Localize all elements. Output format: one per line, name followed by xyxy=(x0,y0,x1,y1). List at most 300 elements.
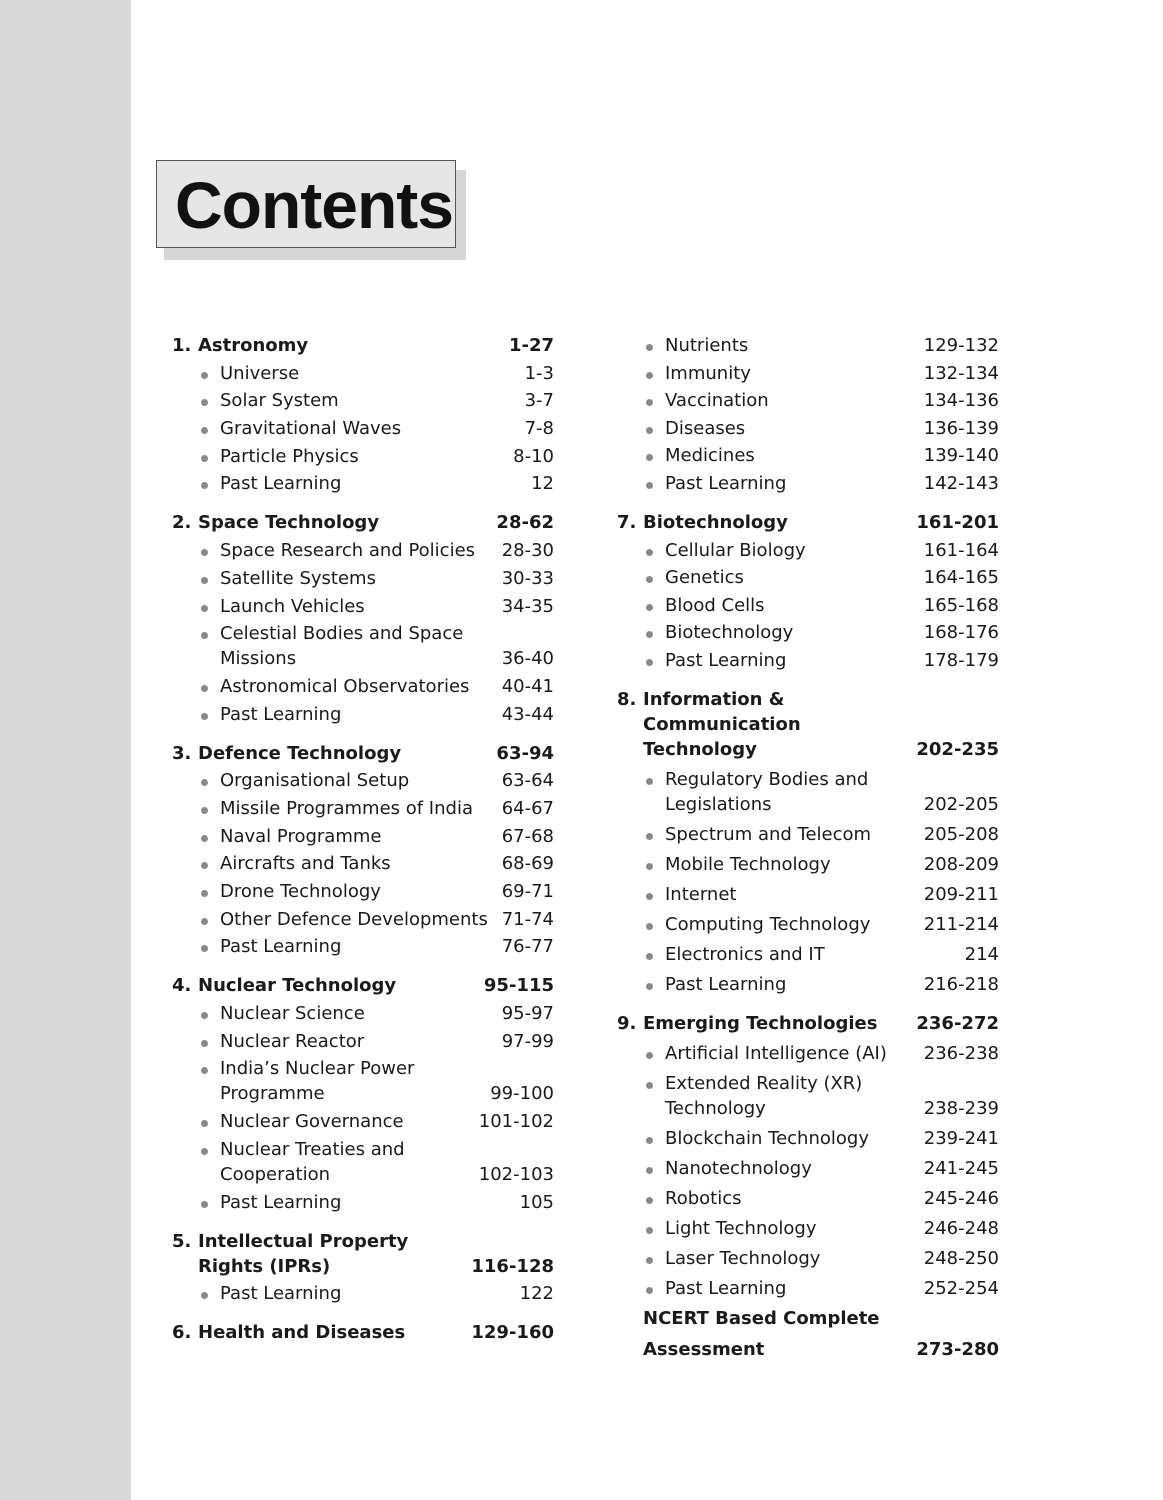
topic-title xyxy=(220,444,513,469)
topic-title-line: Blockchain Technology xyxy=(665,1127,869,1149)
bullet-icon xyxy=(198,416,220,441)
toc-topic-entry[interactable] xyxy=(617,1276,999,1301)
toc-topic-entry[interactable] xyxy=(617,822,999,847)
bullet-icon xyxy=(643,912,665,937)
topic-pages: 102-103 xyxy=(478,1163,554,1185)
topic-title xyxy=(220,594,502,619)
bullet-icon xyxy=(198,1109,220,1134)
topic-pages: 248-250 xyxy=(923,1247,999,1269)
bullet-icon xyxy=(198,538,220,563)
bullet-icon xyxy=(643,852,665,877)
topic-title xyxy=(665,1041,924,1066)
topic-pages: 239-241 xyxy=(923,1127,999,1149)
bullet-icon xyxy=(643,471,665,496)
topic-title-line: Universe xyxy=(220,362,300,384)
topic-pages: 252-254 xyxy=(923,1277,999,1299)
chapter-number: 1. xyxy=(172,335,192,356)
topic-pages: 97-99 xyxy=(501,1030,554,1052)
chapter-number: 5. xyxy=(172,1230,192,1252)
topic-title xyxy=(665,416,924,441)
chapter-number: 4. xyxy=(172,975,192,997)
topic-title xyxy=(220,1137,479,1187)
toc-topic-entry[interactable] xyxy=(617,593,999,618)
toc-topic-entry[interactable] xyxy=(172,538,554,563)
topic-title-line: Electronics and IT xyxy=(665,943,825,965)
topic-title xyxy=(220,702,502,727)
chapter-pages: 161-201 xyxy=(916,511,999,533)
topic-title-line: Blood Cells xyxy=(665,594,765,616)
chapter-title-line: Technology xyxy=(643,738,757,760)
toc-topic-entry[interactable] xyxy=(617,648,999,673)
topic-pages: 168-176 xyxy=(923,622,999,644)
topic-title-line: Artificial Intelligence (AI) xyxy=(665,1042,887,1064)
assessment-title xyxy=(643,1303,916,1365)
toc-topic-entry[interactable] xyxy=(172,674,554,699)
chapter-pages: 202-235 xyxy=(916,738,999,760)
assessment-title-line: NCERT Based Complete xyxy=(643,1307,880,1329)
topic-title-line: Cellular Biology xyxy=(665,539,806,561)
topic-title xyxy=(220,388,525,413)
toc-topic-entry[interactable] xyxy=(172,444,554,469)
bullet-icon xyxy=(198,1029,220,1054)
topic-title xyxy=(665,1071,924,1121)
bullet-icon xyxy=(643,1041,665,1066)
topic-pages: 105 xyxy=(519,1191,554,1213)
topic-title-line: Gravitational Waves xyxy=(220,418,402,440)
topic-title-line: Past Learning xyxy=(665,973,787,995)
chapter-title xyxy=(643,510,916,535)
toc-topic-entry[interactable] xyxy=(617,1246,999,1271)
toc-topic-entry[interactable] xyxy=(617,912,999,937)
chapter-pages: 116-128 xyxy=(471,1255,554,1277)
toc-assessment-entry[interactable] xyxy=(617,1303,999,1365)
bullet-icon xyxy=(198,768,220,793)
toc-topic-entry[interactable] xyxy=(617,333,999,358)
chapter-number: 2. xyxy=(172,512,192,534)
topic-title xyxy=(665,593,924,618)
topic-title xyxy=(220,361,525,386)
topic-title-line: Past Learning xyxy=(220,1283,342,1305)
bullet-icon xyxy=(198,674,220,699)
chapter-number: 6. xyxy=(172,1322,192,1344)
contents-left-column xyxy=(172,333,554,1345)
chapter-number: 8. xyxy=(617,688,637,710)
topic-title-line: Medicines xyxy=(665,445,755,467)
toc-topic-entry[interactable] xyxy=(617,361,999,386)
topic-title xyxy=(665,565,924,590)
toc-topic-entry[interactable] xyxy=(617,852,999,877)
bullet-icon xyxy=(643,1071,665,1121)
topic-pages: 216-218 xyxy=(923,973,999,995)
chapter-title-line: Health and Diseases xyxy=(198,1322,406,1344)
toc-topic-entry[interactable] xyxy=(617,1041,999,1066)
toc-topic-entry[interactable] xyxy=(617,942,999,967)
topic-title-line: Genetics xyxy=(665,567,744,589)
topic-title-line: Cooperation xyxy=(220,1163,331,1185)
topic-pages: 71-74 xyxy=(501,908,554,930)
toc-topic-entry[interactable] xyxy=(172,1109,554,1134)
topic-title xyxy=(220,907,502,932)
bullet-icon xyxy=(643,648,665,673)
topic-pages: 161-164 xyxy=(923,539,999,561)
topic-title xyxy=(665,882,924,907)
toc-topic-entry[interactable] xyxy=(172,566,554,591)
topic-title-line: Spectrum and Telecom xyxy=(665,823,872,845)
bullet-icon xyxy=(198,1281,220,1306)
topic-pages: 64-67 xyxy=(501,797,554,819)
toc-topic-entry[interactable] xyxy=(172,1137,554,1187)
chapter-pages: 28-62 xyxy=(496,512,554,534)
toc-chapter-entry[interactable] xyxy=(617,510,999,535)
toc-topic-entry[interactable] xyxy=(617,1126,999,1151)
chapter-number: 9. xyxy=(617,1012,637,1034)
toc-chapter-section xyxy=(172,1229,554,1307)
topic-title-line: Past Learning xyxy=(665,1277,787,1299)
topic-title-line: Nuclear Governance xyxy=(220,1111,404,1133)
topic-pages: 76-77 xyxy=(501,936,554,958)
topic-title-line: Robotics xyxy=(665,1187,742,1209)
topic-title-line: Immunity xyxy=(665,362,751,384)
bullet-icon xyxy=(198,1001,220,1026)
chapter-title-line: Emerging Technologies xyxy=(643,1012,878,1034)
bullet-icon xyxy=(643,1186,665,1211)
topic-title-line: Other Defence Developments xyxy=(220,908,488,930)
bullet-icon xyxy=(643,538,665,563)
topic-title xyxy=(665,852,924,877)
topic-pages: 178-179 xyxy=(923,649,999,671)
chapter-title-line: Space Technology xyxy=(198,512,380,534)
topic-pages: 211-214 xyxy=(923,913,999,935)
topic-title xyxy=(220,768,502,793)
toc-topic-entry[interactable] xyxy=(617,538,999,563)
topic-title-line: Vaccination xyxy=(665,390,769,412)
topic-pages: 34-35 xyxy=(501,595,554,617)
toc-topic-entry[interactable] xyxy=(617,565,999,590)
topic-pages: 245-246 xyxy=(923,1187,999,1209)
topic-title-line: Missions xyxy=(220,648,297,670)
toc-topic-entry[interactable] xyxy=(172,702,554,727)
topic-title xyxy=(220,1109,479,1134)
toc-topic-entry[interactable] xyxy=(172,768,554,793)
toc-chapter-entry[interactable] xyxy=(172,333,554,358)
toc-topic-entry[interactable] xyxy=(172,824,554,849)
topic-title xyxy=(665,443,924,468)
topic-pages: 95-97 xyxy=(501,1003,554,1025)
toc-chapter-section xyxy=(172,1320,554,1345)
title-block xyxy=(156,160,466,260)
topic-pages: 214 xyxy=(964,943,999,965)
chapter-number: 7. xyxy=(617,511,637,533)
topic-pages: 3-7 xyxy=(524,390,554,412)
bullet-icon xyxy=(198,566,220,591)
topic-title xyxy=(220,796,502,821)
topic-pages: 101-102 xyxy=(478,1111,554,1133)
chapter-title-line: Intellectual Property xyxy=(198,1230,409,1252)
chapter-pages: 129-160 xyxy=(471,1322,554,1344)
topic-pages: 129-132 xyxy=(923,335,999,356)
bullet-icon xyxy=(643,1276,665,1301)
assessment-pages: 273-280 xyxy=(916,1338,999,1360)
topic-title xyxy=(665,1126,924,1151)
toc-topic-entry[interactable] xyxy=(172,621,554,671)
toc-topic-entry[interactable] xyxy=(617,416,999,441)
side-strip xyxy=(0,0,131,1500)
chapter-title-line: Defence Technology xyxy=(198,742,402,764)
topic-title xyxy=(220,1029,502,1054)
bullet-icon xyxy=(643,593,665,618)
topic-title-line: Nutrients xyxy=(665,335,749,356)
toc-topic-entry[interactable] xyxy=(172,796,554,821)
topic-title xyxy=(220,674,502,699)
topic-title-line: Diseases xyxy=(665,417,746,439)
bullet-icon xyxy=(643,882,665,907)
chapter-pages: 236-272 xyxy=(916,1012,999,1034)
topic-pages: 69-71 xyxy=(501,881,554,902)
toc-chapter-section xyxy=(617,510,999,673)
topic-title-line: Extended Reality (XR) xyxy=(665,1072,863,1094)
toc-topic-entry[interactable] xyxy=(617,1156,999,1181)
toc-chapter-entry[interactable] xyxy=(172,973,554,998)
topic-pages: 165-168 xyxy=(923,594,999,616)
topic-pages: 1-3 xyxy=(524,362,554,384)
topic-title xyxy=(220,851,502,876)
toc-topic-entry[interactable] xyxy=(172,361,554,386)
topic-pages: 238-239 xyxy=(923,1097,999,1119)
topic-title xyxy=(220,416,525,441)
topic-title xyxy=(665,912,924,937)
bullet-icon xyxy=(198,1190,220,1215)
toc-topic-entry[interactable] xyxy=(617,1071,999,1121)
toc-topic-entry[interactable] xyxy=(172,1029,554,1054)
toc-topic-entry[interactable] xyxy=(617,1186,999,1211)
toc-topic-entry[interactable] xyxy=(172,1281,554,1306)
bullet-icon xyxy=(198,824,220,849)
topic-title-line: Nuclear Reactor xyxy=(220,1030,365,1052)
topic-title-line: Nuclear Science xyxy=(220,1003,365,1025)
toc-continued-topics xyxy=(617,333,999,496)
topic-title xyxy=(220,538,502,563)
bullet-icon xyxy=(643,361,665,386)
topic-pages: 246-248 xyxy=(923,1217,999,1239)
topic-title-line: Legislations xyxy=(665,793,772,815)
bullet-icon xyxy=(198,444,220,469)
topic-title xyxy=(665,388,924,413)
topic-title xyxy=(220,621,502,671)
bullet-icon xyxy=(198,621,220,671)
topic-pages: 67-68 xyxy=(501,825,554,847)
toc-topic-entry[interactable] xyxy=(617,882,999,907)
topic-pages: 205-208 xyxy=(923,823,999,845)
toc-topic-entry[interactable] xyxy=(617,767,999,817)
chapter-title xyxy=(198,510,496,535)
toc-topic-entry[interactable] xyxy=(172,416,554,441)
bullet-icon xyxy=(198,851,220,876)
topic-title-line: Light Technology xyxy=(665,1217,817,1239)
topic-title-line: Nuclear Treaties and xyxy=(220,1138,405,1160)
chapter-title-line: Rights (IPRs) xyxy=(198,1255,331,1277)
toc-chapter-entry[interactable] xyxy=(172,1320,554,1345)
topic-pages: 43-44 xyxy=(501,703,554,725)
toc-topic-entry[interactable] xyxy=(172,388,554,413)
topic-pages: 134-136 xyxy=(923,390,999,412)
topic-title-line: India’s Nuclear Power xyxy=(220,1058,415,1080)
chapter-title-line: Astronomy xyxy=(198,335,309,356)
topic-title-line: Computing Technology xyxy=(665,913,871,935)
topic-title-line: Regulatory Bodies and xyxy=(665,768,869,790)
toc-chapter-entry[interactable] xyxy=(172,741,554,766)
topic-title xyxy=(665,822,924,847)
topic-pages: 139-140 xyxy=(923,445,999,467)
toc-topic-entry[interactable] xyxy=(172,879,554,904)
topic-title xyxy=(665,361,924,386)
chapter-title xyxy=(198,973,484,998)
toc-chapter-entry[interactable] xyxy=(617,687,999,762)
toc-topic-entry[interactable] xyxy=(172,934,554,959)
bullet-icon xyxy=(643,942,665,967)
topic-title xyxy=(665,972,924,997)
toc-chapter-section xyxy=(172,741,554,960)
topic-title-line: Past Learning xyxy=(220,936,342,958)
toc-chapter-entry[interactable] xyxy=(172,1229,554,1279)
bullet-icon xyxy=(643,1126,665,1151)
toc-topic-entry[interactable] xyxy=(172,907,554,932)
bullet-icon xyxy=(643,1246,665,1271)
topic-pages: 202-205 xyxy=(923,793,999,815)
toc-topic-entry[interactable] xyxy=(617,620,999,645)
topic-pages: 209-211 xyxy=(923,883,999,905)
toc-topic-entry[interactable] xyxy=(172,851,554,876)
toc-chapter-entry[interactable] xyxy=(172,510,554,535)
bullet-icon xyxy=(198,388,220,413)
topic-title-line: Launch Vehicles xyxy=(220,595,365,617)
bullet-icon xyxy=(198,594,220,619)
bullet-icon xyxy=(643,1156,665,1181)
chapter-title-line: Biotechnology xyxy=(643,511,788,533)
toc-chapter-section xyxy=(617,1011,999,1301)
page-title: Contents xyxy=(156,160,456,248)
bullet-icon xyxy=(643,565,665,590)
chapter-title xyxy=(198,1320,471,1345)
topic-pages: 7-8 xyxy=(524,418,554,440)
assessment-title-line: Assessment xyxy=(643,1338,765,1360)
bullet-icon xyxy=(198,471,220,496)
topic-pages: 241-245 xyxy=(923,1157,999,1179)
bullet-icon xyxy=(198,1056,220,1106)
topic-title xyxy=(220,934,502,959)
topic-title xyxy=(665,648,924,673)
bullet-icon xyxy=(643,767,665,817)
bullet-icon xyxy=(643,822,665,847)
topic-pages: 99-100 xyxy=(490,1083,554,1105)
chapter-number: 3. xyxy=(172,742,192,764)
toc-topic-entry[interactable] xyxy=(617,1216,999,1241)
topic-title-line: Mobile Technology xyxy=(665,853,831,875)
bullet-icon xyxy=(643,972,665,997)
topic-pages: 142-143 xyxy=(923,472,999,494)
bullet-icon xyxy=(198,361,220,386)
toc-topic-entry[interactable] xyxy=(617,471,999,496)
toc-topic-entry[interactable] xyxy=(172,1001,554,1026)
topic-title xyxy=(665,1156,924,1181)
bullet-icon xyxy=(643,1216,665,1241)
topic-title xyxy=(665,538,924,563)
topic-title-line: Programme xyxy=(220,1083,325,1105)
topic-pages: 36-40 xyxy=(501,648,554,670)
chapter-pages: 95-115 xyxy=(483,975,554,997)
topic-title xyxy=(220,1281,520,1306)
chapter-title xyxy=(643,687,916,762)
topic-pages: 63-64 xyxy=(501,770,554,792)
topic-title-line: Technology xyxy=(665,1097,766,1119)
bullet-icon xyxy=(643,333,665,358)
topic-title xyxy=(220,824,502,849)
toc-topic-entry[interactable] xyxy=(172,1056,554,1106)
toc-topic-entry[interactable] xyxy=(617,388,999,413)
topic-title xyxy=(220,1190,520,1215)
chapter-title xyxy=(643,1011,916,1036)
topic-title-line: Past Learning xyxy=(665,649,787,671)
toc-chapter-section xyxy=(172,333,554,496)
bullet-icon xyxy=(198,934,220,959)
bullet-icon xyxy=(198,702,220,727)
chapter-title-line: Information & Communication xyxy=(643,688,801,735)
topic-title xyxy=(220,879,502,904)
topic-title xyxy=(665,1216,924,1241)
topic-title-line: Laser Technology xyxy=(665,1247,821,1269)
topic-title-line: Drone Technology xyxy=(220,881,381,902)
topic-pages: 132-134 xyxy=(923,362,999,384)
toc-chapter-section xyxy=(172,510,554,726)
topic-title xyxy=(665,620,924,645)
topic-title-line: Past Learning xyxy=(220,473,342,495)
topic-title-line: Past Learning xyxy=(220,703,342,725)
topic-pages: 28-30 xyxy=(501,540,554,562)
topic-title-line: Satellite Systems xyxy=(220,567,376,589)
bullet-icon xyxy=(198,907,220,932)
chapter-pages: 63-94 xyxy=(496,742,554,764)
topic-title-line: Astronomical Observatories xyxy=(220,675,470,697)
topic-title xyxy=(665,471,924,496)
toc-chapter-entry[interactable] xyxy=(617,1011,999,1036)
bullet-icon xyxy=(643,416,665,441)
bullet-icon xyxy=(643,388,665,413)
chapter-title xyxy=(198,741,496,766)
topic-title-line: Naval Programme xyxy=(220,825,382,847)
toc-topic-entry[interactable] xyxy=(172,471,554,496)
toc-topic-entry[interactable] xyxy=(617,443,999,468)
toc-topic-entry[interactable] xyxy=(617,972,999,997)
topic-pages: 122 xyxy=(519,1283,554,1305)
topic-pages: 164-165 xyxy=(923,567,999,589)
chapter-title xyxy=(198,333,509,358)
topic-title-line: Past Learning xyxy=(220,1191,342,1213)
bullet-icon xyxy=(198,1137,220,1187)
topic-title xyxy=(220,1056,490,1106)
topic-title-line: Aircrafts and Tanks xyxy=(220,853,391,875)
topic-pages: 40-41 xyxy=(501,675,554,697)
topic-title xyxy=(665,1276,924,1301)
toc-topic-entry[interactable] xyxy=(172,594,554,619)
topic-title xyxy=(665,942,965,967)
toc-chapter-section xyxy=(617,687,999,997)
topic-title-line: Space Research and Policies xyxy=(220,540,476,562)
topic-pages: 136-139 xyxy=(923,417,999,439)
topic-title xyxy=(220,471,531,496)
bullet-icon xyxy=(198,796,220,821)
topic-title-line: Organisational Setup xyxy=(220,770,410,792)
bullet-icon xyxy=(198,879,220,904)
toc-topic-entry[interactable] xyxy=(172,1190,554,1215)
